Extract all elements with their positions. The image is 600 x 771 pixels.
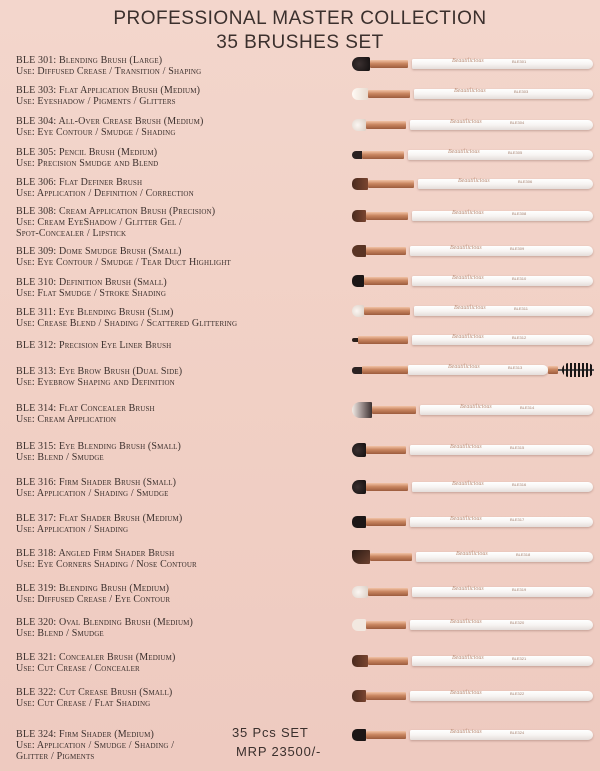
brush-ferrule — [358, 336, 408, 344]
brand-logo: Beautilicious — [452, 586, 484, 592]
brand-logo: Beautilicious — [458, 178, 490, 184]
brush-bristles — [352, 275, 364, 287]
brush-use: Use: Application / Definition / Correction — [16, 188, 194, 199]
brush-use: Use: Eye Contour / Smudge / Shading — [16, 127, 176, 138]
brush-handle — [412, 656, 593, 666]
brush-bristles — [352, 729, 366, 741]
brush-name: BLE 321: Concealer Brush (Medium) — [16, 652, 176, 663]
brush-use: Use: Crease Blend / Shading / Scattered Glittering — [16, 318, 238, 329]
brush-image — [350, 649, 595, 673]
brush-handle — [410, 730, 593, 740]
brush-entry — [16, 277, 346, 299]
brush-image — [350, 82, 595, 106]
brush-ferrule — [366, 731, 406, 739]
brush-ferrule — [548, 366, 558, 374]
brand-logo: Beautilicious — [452, 210, 484, 216]
brush-use: Use: Blend / Smudge — [16, 628, 104, 639]
brush-image — [350, 113, 595, 137]
brush-use: Use: Precision Smudge and Blend — [16, 158, 159, 169]
brand-logo: Beautilicious — [450, 444, 482, 450]
brush-ferrule — [368, 180, 414, 188]
brush-use: Use: Cream Application — [16, 414, 117, 425]
brush-handle — [418, 179, 593, 189]
brush-ferrule — [364, 277, 408, 285]
brush-name: BLE 320: Oval Blending Brush (Medium) — [16, 617, 194, 628]
brush-use: Use: Cut Crease / Concealer — [16, 663, 140, 674]
brush-bristles — [352, 655, 368, 667]
brush-bristles — [352, 690, 366, 702]
brush-ferrule — [362, 366, 408, 374]
brush-image — [350, 299, 595, 323]
brush-handle — [420, 405, 593, 415]
brush-name: BLE 303: Flat Application Brush (Medium) — [16, 85, 201, 96]
brush-use: Use: Eyebrow Shaping and Definition — [16, 377, 175, 388]
brush-entry — [16, 366, 346, 388]
brush-code: BLE315 — [510, 445, 525, 450]
brush-code: BLE319 — [512, 587, 527, 592]
brush-entry — [16, 147, 346, 169]
brush-entry — [16, 55, 346, 77]
brush-use: Use: Cut Crease / Flat Shading — [16, 698, 151, 709]
brush-ferrule — [372, 406, 416, 414]
brush-name: BLE 310: Definition Brush (Small) — [16, 277, 167, 288]
brush-entry — [16, 617, 346, 639]
brush-code: BLE322 — [510, 691, 525, 696]
brand-logo: Beautilicious — [452, 481, 484, 487]
brush-entry — [16, 85, 346, 107]
brand-logo: Beautilicious — [450, 516, 482, 522]
brush-name: BLE 308: Cream Application Brush (Precision) — [16, 206, 216, 217]
brush-code: BLE320 — [510, 620, 525, 625]
brush-entry — [16, 340, 346, 351]
brush-name: BLE 319: Blending Brush (Medium) — [16, 583, 170, 594]
brush-code: BLE312 — [512, 335, 527, 340]
brand-logo: Beautilicious — [450, 690, 482, 696]
brush-code: BLE313 — [508, 365, 523, 370]
brush-image — [350, 580, 595, 604]
brush-use: Spot-Concealer / Lipstick — [16, 228, 127, 239]
brush-ferrule — [366, 692, 406, 700]
brush-entry — [16, 583, 346, 605]
brush-code: BLE306 — [518, 179, 533, 184]
brand-logo: Beautilicious — [452, 275, 484, 281]
brush-bristles — [352, 619, 366, 631]
brush-entry — [16, 246, 346, 268]
brush-use: Use: Blend / Smudge — [16, 452, 104, 463]
brush-handle — [410, 517, 593, 527]
brush-handle — [408, 365, 548, 375]
brand-logo: Beautilicious — [450, 619, 482, 625]
brush-use: Use: Eye Corners Shading / Nose Contour — [16, 559, 197, 570]
brush-handle — [410, 246, 593, 256]
brush-code: BLE311 — [514, 306, 528, 311]
brush-code: BLE301 — [512, 59, 527, 64]
brush-name: BLE 318: Angled Firm Shader Brush — [16, 548, 175, 559]
brush-handle — [412, 335, 593, 345]
brush-use: Use: Application / Smudge / Shading / — [16, 740, 175, 751]
brush-name: BLE 324: Firm Shader (Medium) — [16, 729, 154, 740]
brush-code: BLE310 — [512, 276, 527, 281]
brush-handle — [408, 150, 593, 160]
brush-entry — [16, 477, 346, 499]
brush-use: Use: Flat Smudge / Stroke Shading — [16, 288, 167, 299]
brush-image — [350, 613, 595, 637]
brush-image — [350, 269, 595, 293]
brush-ferrule — [366, 483, 408, 491]
brush-handle — [412, 587, 593, 597]
brush-image — [350, 358, 595, 382]
brush-bristles — [352, 402, 372, 418]
spoolie-bristles — [562, 363, 594, 377]
brush-entry — [16, 177, 346, 199]
brush-code: BLE303 — [514, 89, 529, 94]
brush-name: BLE 313: Eye Brow Brush (Dual Side) — [16, 366, 183, 377]
brush-handle — [412, 482, 593, 492]
brand-logo: Beautilicious — [448, 364, 480, 370]
brush-bristles — [352, 367, 362, 374]
brush-ferrule — [366, 121, 406, 129]
brush-ferrule — [362, 151, 404, 159]
brush-bristles — [352, 480, 366, 494]
brush-bristles — [352, 178, 368, 190]
brush-code: BLE321 — [512, 656, 527, 661]
brush-ferrule — [368, 90, 410, 98]
brush-use: Use: Eye Contour / Smudge / Tear Duct Highlight — [16, 257, 231, 268]
brush-handle — [416, 552, 593, 562]
brush-image — [350, 143, 595, 167]
brush-use: Use: Eyeshadow / Pigments / Glitters — [16, 96, 176, 107]
brush-image — [350, 239, 595, 263]
brush-name: BLE 309: Dome Smudge Brush (Small) — [16, 246, 182, 257]
collection-title: PROFESSIONAL MASTER COLLECTION — [113, 8, 487, 29]
brush-code: BLE309 — [510, 246, 525, 251]
brush-code: BLE316 — [512, 482, 527, 487]
brand-logo: Beautilicious — [456, 551, 488, 557]
brush-entry — [16, 403, 346, 425]
brush-ferrule — [370, 60, 408, 68]
brush-use: Use: Cream EyeShadow / Glitter Gel / — [16, 217, 182, 228]
brand-logo: Beautilicious — [452, 58, 484, 64]
brush-code: BLE308 — [512, 211, 527, 216]
brush-name: BLE 322: Cut Crease Brush (Small) — [16, 687, 173, 698]
brand-logo: Beautilicious — [460, 404, 492, 410]
brush-entry — [16, 206, 346, 239]
brush-bristles — [352, 586, 368, 598]
brush-entry — [16, 513, 346, 535]
brush-image — [350, 723, 595, 747]
brush-bristles — [352, 516, 366, 528]
brush-bristles — [352, 443, 366, 457]
brush-bristles — [352, 57, 370, 71]
brand-logo: Beautilicious — [450, 119, 482, 125]
brush-code: BLE318 — [516, 552, 531, 557]
brand-logo: Beautilicious — [450, 245, 482, 251]
brush-image — [350, 172, 595, 196]
brush-entry — [16, 307, 346, 329]
brush-ferrule — [366, 621, 406, 629]
brush-image — [350, 438, 595, 462]
brand-logo: Beautilicious — [454, 88, 486, 94]
brand-logo: Beautilicious — [454, 305, 486, 311]
brand-logo: Beautilicious — [452, 334, 484, 340]
brush-bristles — [352, 305, 364, 317]
brush-image — [350, 204, 595, 228]
brush-ferrule — [370, 553, 412, 561]
brush-image — [350, 545, 595, 569]
brush-ferrule — [364, 307, 410, 315]
brush-use: Use: Application / Shading / Smudge — [16, 488, 169, 499]
brush-name: BLE 304: All-Over Crease Brush (Medium) — [16, 116, 204, 127]
brush-name: BLE 311: Eye Blending Brush (Slim) — [16, 307, 174, 318]
brush-image — [350, 328, 595, 352]
brush-bristles — [352, 119, 366, 131]
brush-ferrule — [366, 446, 406, 454]
mrp-price: MRP 23500/- — [236, 744, 322, 759]
brush-handle — [410, 445, 593, 455]
brush-entry — [16, 687, 346, 709]
brush-handle — [412, 276, 593, 286]
brush-entry — [16, 441, 346, 463]
brush-code: BLE324 — [510, 730, 525, 735]
brush-entry — [16, 548, 346, 570]
brush-ferrule — [366, 212, 408, 220]
brush-image — [350, 398, 595, 422]
brush-name: BLE 317: Flat Shader Brush (Medium) — [16, 513, 183, 524]
brush-bristles — [352, 151, 362, 159]
brush-image — [350, 52, 595, 76]
brush-bristles — [352, 88, 368, 100]
brush-bristles — [352, 550, 370, 564]
brush-handle — [410, 620, 593, 630]
brush-entry — [16, 652, 346, 674]
brush-use: Use: Application / Shading — [16, 524, 129, 535]
brush-handle — [412, 59, 593, 69]
brush-name: BLE 301: Blending Brush (Large) — [16, 55, 163, 66]
brush-bristles — [352, 338, 358, 342]
brush-image — [350, 475, 595, 499]
brush-code: BLE314 — [520, 405, 535, 410]
brush-bristles — [352, 245, 366, 257]
brand-logo: Beautilicious — [452, 655, 484, 661]
brush-ferrule — [368, 657, 408, 665]
brush-name: BLE 305: Pencil Brush (Medium) — [16, 147, 158, 158]
brand-logo: Beautilicious — [448, 149, 480, 155]
brush-image — [350, 684, 595, 708]
brush-code: BLE317 — [510, 517, 525, 522]
brush-use: Use: Diffused Crease / Transition / Shaping — [16, 66, 202, 77]
brush-handle — [410, 120, 593, 130]
brush-handle — [410, 691, 593, 701]
brush-ferrule — [366, 247, 406, 255]
brand-logo: Beautilicious — [450, 729, 482, 735]
brush-name: BLE 315: Eye Blending Brush (Small) — [16, 441, 182, 452]
brush-handle — [414, 306, 593, 316]
brush-ferrule — [368, 588, 408, 596]
brush-code: BLE305 — [508, 150, 523, 155]
brush-ferrule — [366, 518, 406, 526]
brush-code: BLE304 — [510, 120, 525, 125]
brush-image — [350, 510, 595, 534]
brush-name: BLE 312: Precision Eye Liner Brush — [16, 340, 172, 351]
brush-use: Use: Diffused Crease / Eye Contour — [16, 594, 171, 605]
brush-name: BLE 314: Flat Concealer Brush — [16, 403, 155, 414]
pieces-count: 35 Pcs SET — [232, 725, 309, 740]
brush-name: BLE 306: Flat Definer Brush — [16, 177, 143, 188]
brush-entry — [16, 116, 346, 138]
brush-handle — [412, 211, 593, 221]
collection-subtitle: 35 BRUSHES SET — [216, 32, 384, 53]
brush-bristles — [352, 210, 366, 222]
brush-handle — [414, 89, 593, 99]
brush-name: BLE 316: Firm Shader Brush (Small) — [16, 477, 177, 488]
brush-use: Glitter / Pigments — [16, 751, 95, 762]
